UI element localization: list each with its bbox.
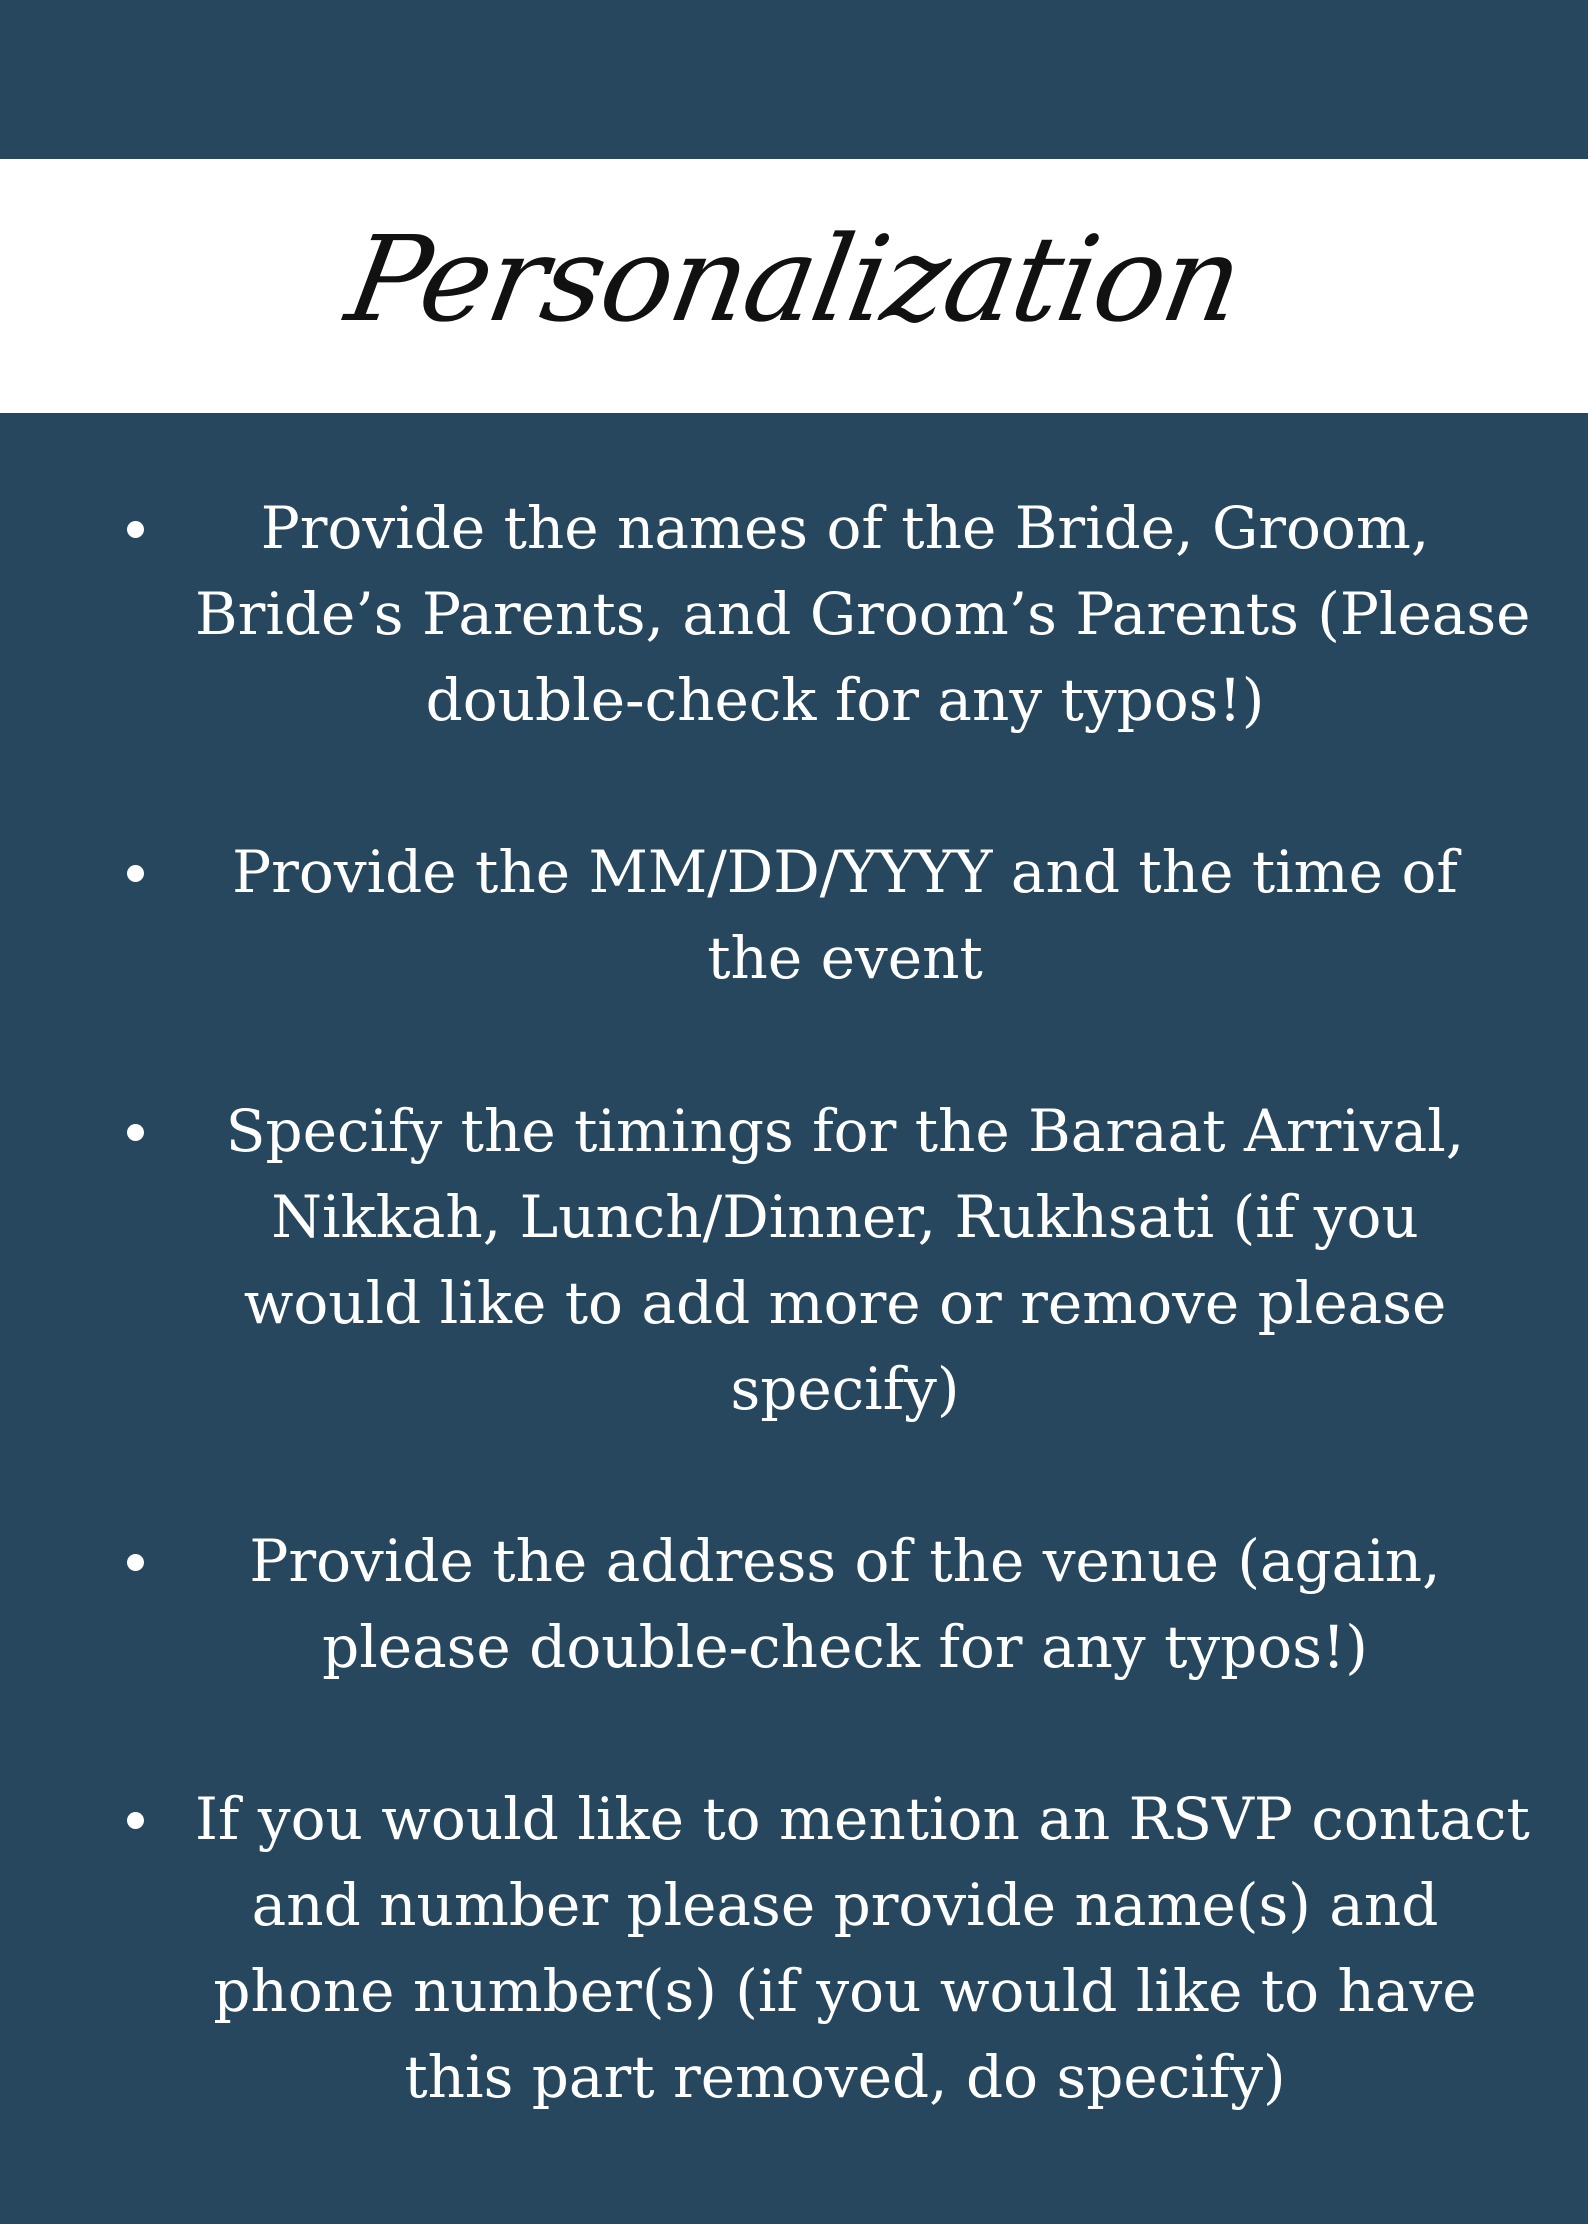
list-item-line: Specify the timings for the Baraat Arrival, (225, 1097, 1465, 1165)
bullet-icon (127, 865, 144, 882)
list-item-line: Bride’s Parents, and Groom’s Parents (Please (195, 580, 1531, 648)
list-item-line: Provide the names of the Bride, Groom, (260, 494, 1430, 562)
list-item-line: double-check for any typos!) (425, 666, 1265, 734)
list-item (195, 1088, 1495, 1432)
list-item-line: this part removed, do specify) (404, 2043, 1286, 2111)
list-item (195, 485, 1531, 743)
list-item (195, 829, 1495, 1001)
list-item (195, 1776, 1530, 2120)
bullet-icon (127, 521, 144, 538)
list-item-line: Nikkah, Lunch/Dinner, Rukhsati (if you (271, 1183, 1419, 1251)
list-item-line: would like to add more or remove please (243, 1269, 1447, 1337)
bullet-icon (127, 1812, 144, 1829)
list-item-line: please double-check for any typos!) (322, 1613, 1368, 1681)
page-title: Personalization (337, 210, 1251, 348)
list-item-line: the event (707, 924, 983, 992)
bullet-icon (127, 1124, 144, 1141)
list-item (195, 1518, 1495, 1690)
bullet-icon (127, 1554, 144, 1571)
list-item-line: Provide the MM/DD/YYYY and the time of (232, 838, 1458, 906)
list-item-line: If you would like to mention an RSVP contact (195, 1785, 1530, 1853)
list-item-line: specify) (730, 1355, 960, 1423)
list-item-line: and number please provide name(s) and (251, 1871, 1439, 1939)
list-item-line: phone number(s) (if you would like to have (213, 1957, 1477, 2025)
list-item-line: Provide the address of the venue (again, (249, 1527, 1441, 1595)
